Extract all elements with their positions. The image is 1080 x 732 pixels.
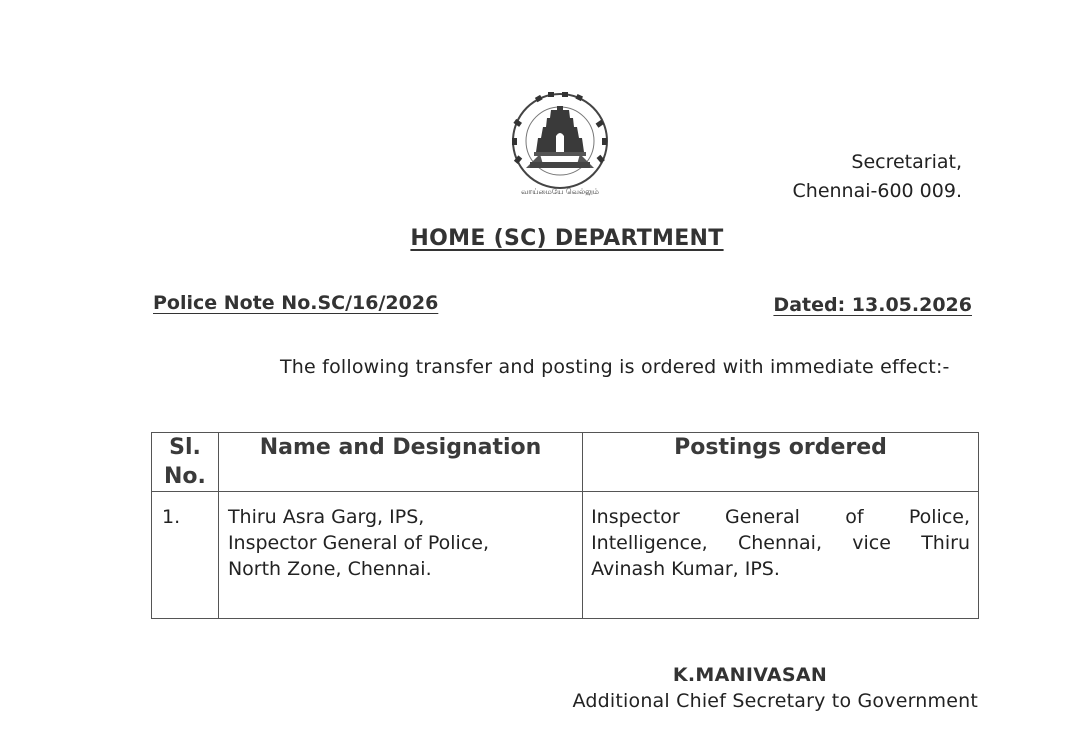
cell-name-designation bbox=[218, 492, 582, 619]
officer-designation: Inspector General of Police, bbox=[227, 532, 490, 554]
header-postings-ordered: Postings ordered bbox=[583, 433, 979, 492]
police-note-number: Police Note No.SC/16/2026 bbox=[153, 292, 439, 314]
cell-posting-ordered: Inspector General of Police, Intelligence, Chennai, vice Thiru Avinash Kumar, IPS. bbox=[583, 492, 979, 619]
address-line-secretariat: Secretariat, bbox=[851, 151, 962, 173]
state-emblem-icon bbox=[500, 90, 620, 202]
order-date: Dated: 13.05.2026 bbox=[773, 294, 972, 316]
table-row bbox=[152, 492, 979, 619]
signatory-name: K.MANIVASAN bbox=[672, 664, 828, 686]
postings-table bbox=[151, 432, 979, 619]
order-intro-text: The following transfer and posting is ordered with immediate effect:- bbox=[280, 356, 950, 378]
officer-zone: North Zone, Chennai. bbox=[227, 558, 432, 580]
header-name-designation: Name and Designation bbox=[218, 433, 582, 492]
header-serial-number: Sl. No. bbox=[152, 433, 219, 492]
address-line-city: Chennai-600 009. bbox=[792, 180, 962, 202]
signatory-title: Additional Chief Secretary to Government bbox=[572, 690, 978, 712]
table-header-row bbox=[152, 433, 979, 492]
svg-text:வாய்மையே வெல்லும்: வாய்மையே வெல்லும் bbox=[521, 187, 599, 196]
cell-serial-number: 1. bbox=[152, 492, 219, 619]
address-block bbox=[793, 148, 962, 206]
officer-name: Thiru Asra Garg, IPS, bbox=[227, 506, 425, 528]
department-heading: HOME (SC) DEPARTMENT bbox=[410, 226, 724, 251]
